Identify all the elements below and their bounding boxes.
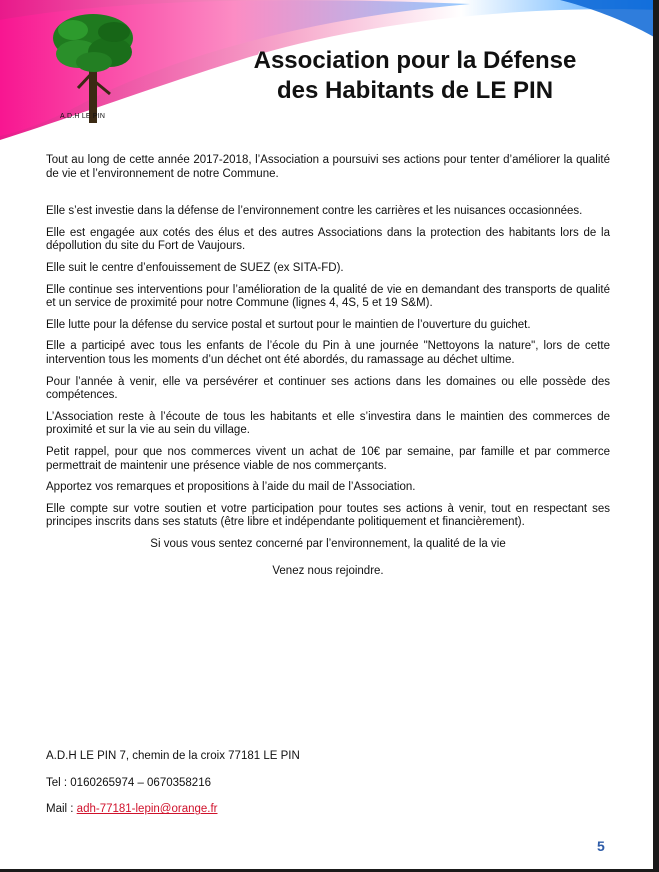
paragraph-transports: Elle continue ses interventions pour l’amélioration de la qualité de vie en demandant des transports de qualité et un service de proximité pour notre Commune (lignes 4, 4S, 5 et 19 S&M). [46, 283, 610, 310]
paragraph-soutien: Elle compte sur votre soutien et votre participation pour toutes ses actions à venir, tout en respectant ses principes inscrits dans ses statuts (être libre et indépendante politiquement et financièrement). [46, 502, 610, 529]
mail-label: Mail : [46, 803, 77, 816]
email-link[interactable]: adh-77181-lepin@orange.fr [76, 803, 218, 816]
paragraph-ecoute: L’Association reste à l’écoute de tous les habitants et elle s’investira dans le maintien des commerces de proximité et sur la vie au sein du village. [46, 410, 610, 437]
page-number: 5 [597, 838, 605, 854]
tree-logo-icon [48, 10, 138, 130]
contact-block [46, 750, 546, 830]
body-text [46, 154, 610, 587]
paragraph-suez: Elle suit le centre d’enfouissement de SUEZ (ex SITA-FD). [46, 261, 344, 274]
contact-mail [46, 803, 546, 817]
paragraph-annee-a-venir: Pour l’année à venir, elle va persévérer et continuer ses actions dans les domaines ou elle possède des compétences. [46, 375, 610, 402]
page-title [200, 46, 630, 106]
paragraph-nettoyons: Elle a participé avec tous les enfants de l’école du Pin à une journée "Nettoyons la nature", lors de cette intervention tous les moments d’un déchet ont été abordés, du ramassage au déchet ultime. [46, 340, 610, 366]
closing-line-1: Si vous vous sentez concerné par l’environnement, la qualité de la vie [150, 537, 506, 550]
title-line-2: des Habitants de LE PIN [276, 77, 554, 104]
logo-caption: A.D.H LE PIN [60, 113, 106, 120]
paragraph-environment: Elle s’est investie dans la défense de l’environnement contre les carrières et les nuisances occasionnées. [46, 205, 583, 218]
paragraph-vaujours: Elle est engagée aux cotés des élus et des autres Associations dans la protection des habitants lors de la dépollution du site du Fort de Vaujours. [46, 226, 610, 253]
paragraph-intro: Tout au long de cette année 2017-2018, l’Association a poursuivi ses actions pour tenter d’améliorer la qualité de vie et l’environnement de notre Commune. [46, 154, 610, 180]
paragraph-rappel: Petit rappel, pour que nos commerces vivent un achat de 10€ par semaine, par famille et par commerce permettrait de maintenir une présence viable de nos commerçants. [46, 445, 610, 472]
contact-phone: Tel : 0160265974 – 0670358216 [46, 776, 211, 789]
page-edge-right [653, 0, 659, 872]
contact-address: A.D.H LE PIN 7, chemin de la croix 77181 LE PIN [46, 750, 300, 762]
paragraph-remarques: Apportez vos remarques et propositions à l’aide du mail de l’Association. [46, 481, 416, 494]
closing-line-2: Venez nous rejoindre. [272, 565, 384, 578]
title-line-1: Association pour la Défense [253, 47, 577, 74]
paragraph-postal: Elle lutte pour la défense du service postal et surtout pour le maintien de l’ouverture du guichet. [46, 318, 531, 331]
